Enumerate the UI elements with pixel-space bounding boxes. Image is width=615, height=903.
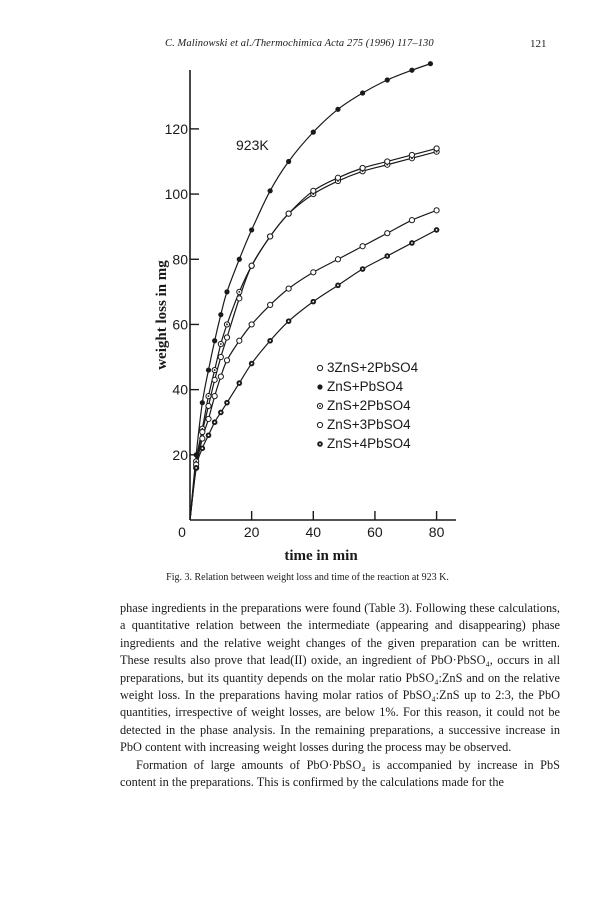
data-point-s4 <box>360 165 365 170</box>
data-point-s5 <box>218 410 224 416</box>
data-point-s4 <box>286 211 291 216</box>
data-point-s2 <box>249 227 254 232</box>
marker-dot <box>268 188 273 193</box>
marker-ring <box>434 208 439 213</box>
marker-ring <box>249 322 254 327</box>
legend-label-3: ZnS+2PbSO4 <box>327 398 411 413</box>
data-point-s5 <box>335 283 341 289</box>
data-point-s4 <box>335 175 340 180</box>
data-point-s4 <box>200 429 205 434</box>
data-point-s1 <box>434 208 439 213</box>
data-point-s1 <box>268 302 273 307</box>
legend-label-1: 3ZnS+2PbSO4 <box>327 360 419 375</box>
marker-center <box>312 301 314 303</box>
marker-dot <box>360 90 365 95</box>
marker-ring <box>360 165 365 170</box>
data-point-s1 <box>286 286 291 291</box>
marker-ring <box>434 146 439 151</box>
marker-center <box>411 242 413 244</box>
marker-ring <box>249 263 254 268</box>
data-point-s2 <box>237 257 242 262</box>
x-tick-label: 0 <box>178 524 186 540</box>
data-point-s1 <box>360 244 365 249</box>
marker-dot <box>200 400 205 405</box>
series-line-4 <box>190 148 437 520</box>
marker-center <box>251 363 253 365</box>
data-point-s2 <box>194 452 199 457</box>
data-point-s4 <box>311 188 316 193</box>
data-point-s4 <box>409 152 414 157</box>
legend-marker-4 <box>317 422 322 427</box>
data-point-s3 <box>224 322 229 327</box>
y-tick-label: 40 <box>172 381 188 398</box>
marker-dot <box>212 338 217 343</box>
legend-marker-3 <box>317 403 322 408</box>
marker-dot <box>335 107 340 112</box>
data-point-s1 <box>212 394 217 399</box>
marker-ring <box>237 338 242 343</box>
data-point-s5 <box>267 338 273 344</box>
marker-center <box>238 382 240 384</box>
marker-center <box>226 324 228 326</box>
marker-center <box>238 291 240 293</box>
marker-ring <box>317 422 322 427</box>
marker-dot <box>311 130 316 135</box>
marker-ring <box>268 234 273 239</box>
marker-center <box>208 434 210 436</box>
data-point-s3 <box>218 341 223 346</box>
data-point-s2 <box>335 107 340 112</box>
marker-ring <box>200 429 205 434</box>
data-point-s2 <box>409 68 414 73</box>
marker-dot <box>237 257 242 262</box>
marker-ring <box>360 244 365 249</box>
marker-dot <box>409 68 414 73</box>
data-point-s4 <box>218 354 223 359</box>
data-point-s2 <box>200 400 205 405</box>
marker-ring <box>206 403 211 408</box>
data-point-s2 <box>212 338 217 343</box>
marker-ring <box>335 175 340 180</box>
running-head-citation: C. Malinowski et al./Thermochimica Acta 275 (1996) 117–130 <box>165 38 434 49</box>
legend-marker-5 <box>317 441 323 447</box>
legend-marker-2 <box>317 384 322 389</box>
marker-ring <box>385 159 390 164</box>
marker-dot <box>206 367 211 372</box>
data-point-s2 <box>360 90 365 95</box>
marker-center <box>386 255 388 257</box>
body-text <box>120 600 560 791</box>
y-tick-label: 120 <box>164 120 188 137</box>
marker-ring <box>218 354 223 359</box>
data-point-s1 <box>409 218 414 223</box>
x-tick-label: 60 <box>367 524 383 540</box>
data-point-s2 <box>311 130 316 135</box>
marker-ring <box>224 335 229 340</box>
marker-ring <box>409 218 414 223</box>
marker-ring <box>311 270 316 275</box>
y-tick-label: 60 <box>172 316 188 333</box>
figure-caption: Fig. 3. Relation between weight loss and time of the reaction at 923 K. <box>166 572 449 583</box>
marker-ring <box>206 416 211 421</box>
data-point-s2 <box>286 159 291 164</box>
y-tick-label: 100 <box>164 186 188 203</box>
legend-label-5: ZnS+4PbSO4 <box>327 436 411 451</box>
data-point-s5 <box>224 400 230 406</box>
data-point-s3 <box>237 289 242 294</box>
marker-ring <box>237 296 242 301</box>
data-point-s4 <box>237 296 242 301</box>
data-point-s4 <box>212 377 217 382</box>
data-point-s2 <box>268 188 273 193</box>
marker-center <box>288 320 290 322</box>
marker-ring <box>286 286 291 291</box>
marker-ring <box>286 211 291 216</box>
paragraph-1: phase ingredients in the preparations were found (Table 3). Following these calculations, a quantitative relation between the intermediate (appearing and disappearing) phase ingredients and the relative weight changes of the given preparation can be written. These results also prove that lead(II) oxide, an ingredient of PbO·PbSO₄, occurs in all preparations, but its quantity depends on the molar ratio PbSO₄:ZnS and on the relative weight loss. In the preparations having molar ratios of PbSO₄:ZnS up to 2:3, the PbO quantities, irrespective of weight losses, are below 1%. For this reason, it could not be detected in the phase analysis. In the remaining preparations, a successive increase in PbO content with increasing weight losses during the process may be observed. <box>120 601 560 755</box>
data-point-s5 <box>193 465 199 471</box>
marker-center <box>337 284 339 286</box>
x-axis-title: time in min <box>284 548 358 564</box>
data-point-s5 <box>434 227 440 233</box>
marker-center <box>208 395 210 397</box>
data-point-s1 <box>200 436 205 441</box>
marker-center <box>319 405 321 407</box>
chart-legend <box>317 360 418 451</box>
data-point-s4 <box>434 146 439 151</box>
chart-labels <box>154 121 445 564</box>
marker-center <box>319 443 321 445</box>
marker-ring <box>311 188 316 193</box>
marker-center <box>220 343 222 345</box>
marker-dot <box>317 384 322 389</box>
data-point-s1 <box>224 358 229 363</box>
marker-center <box>362 268 364 270</box>
data-point-s5 <box>286 318 292 324</box>
condition-label: 923K <box>236 137 269 153</box>
data-point-s1 <box>311 270 316 275</box>
marker-center <box>195 467 197 469</box>
marker-dot <box>218 312 223 317</box>
marker-center <box>214 369 216 371</box>
data-point-s5 <box>237 380 243 386</box>
x-tick-label: 40 <box>305 524 322 540</box>
marker-ring <box>218 374 223 379</box>
data-point-s1 <box>206 416 211 421</box>
data-point-s1 <box>335 257 340 262</box>
legend-marker-1 <box>317 365 322 370</box>
data-point-s1 <box>237 338 242 343</box>
marker-center <box>214 421 216 423</box>
data-point-s5 <box>384 253 390 259</box>
data-point-s4 <box>385 159 390 164</box>
marker-dot <box>224 289 229 294</box>
marker-center <box>226 402 228 404</box>
marker-dot <box>286 159 291 164</box>
data-point-s4 <box>206 403 211 408</box>
marker-dot <box>385 77 390 82</box>
data-point-s5 <box>310 299 316 305</box>
marker-ring <box>409 152 414 157</box>
data-point-s5 <box>200 445 206 451</box>
data-point-s4 <box>249 263 254 268</box>
marker-ring <box>224 358 229 363</box>
marker-dot <box>194 452 199 457</box>
marker-center <box>201 447 203 449</box>
marker-dot <box>428 61 433 66</box>
data-point-s5 <box>360 266 366 272</box>
marker-ring <box>212 394 217 399</box>
x-tick-label: 20 <box>243 524 260 540</box>
data-point-s5 <box>249 361 255 367</box>
data-point-s5 <box>409 240 415 246</box>
data-point-s2 <box>218 312 223 317</box>
marker-ring <box>212 377 217 382</box>
data-point-s3 <box>206 394 211 399</box>
y-axis-title: weight loss in mg <box>154 260 170 370</box>
data-point-s2 <box>206 367 211 372</box>
marker-ring <box>385 231 390 236</box>
data-point-s2 <box>224 289 229 294</box>
data-point-s2 <box>428 61 433 66</box>
data-point-s4 <box>268 234 273 239</box>
marker-ring <box>268 302 273 307</box>
marker-ring <box>317 365 322 370</box>
marker-ring <box>200 436 205 441</box>
marker-center <box>436 229 438 231</box>
data-point-s1 <box>249 322 254 327</box>
data-point-s5 <box>212 419 218 425</box>
data-point-s3 <box>212 367 217 372</box>
page-number: 121 <box>530 38 547 50</box>
y-tick-label: 80 <box>172 251 188 268</box>
data-point-s4 <box>224 335 229 340</box>
data-point-s5 <box>206 432 212 438</box>
data-point-s1 <box>218 374 223 379</box>
x-tick-label: 80 <box>428 524 445 540</box>
marker-ring <box>335 257 340 262</box>
marker-center <box>269 340 271 342</box>
legend-label-2: ZnS+PbSO4 <box>327 379 404 394</box>
legend-label-4: ZnS+3PbSO4 <box>327 417 411 432</box>
data-point-s1 <box>385 231 390 236</box>
marker-center <box>220 412 222 414</box>
y-tick-label: 20 <box>172 446 188 463</box>
data-point-s2 <box>385 77 390 82</box>
marker-dot <box>249 227 254 232</box>
paragraph-2: Formation of large amounts of PbO·PbSO₄ is accompanied by increase in PbS content in the preparations. This is confirmed by the calculations made for the <box>120 757 560 790</box>
